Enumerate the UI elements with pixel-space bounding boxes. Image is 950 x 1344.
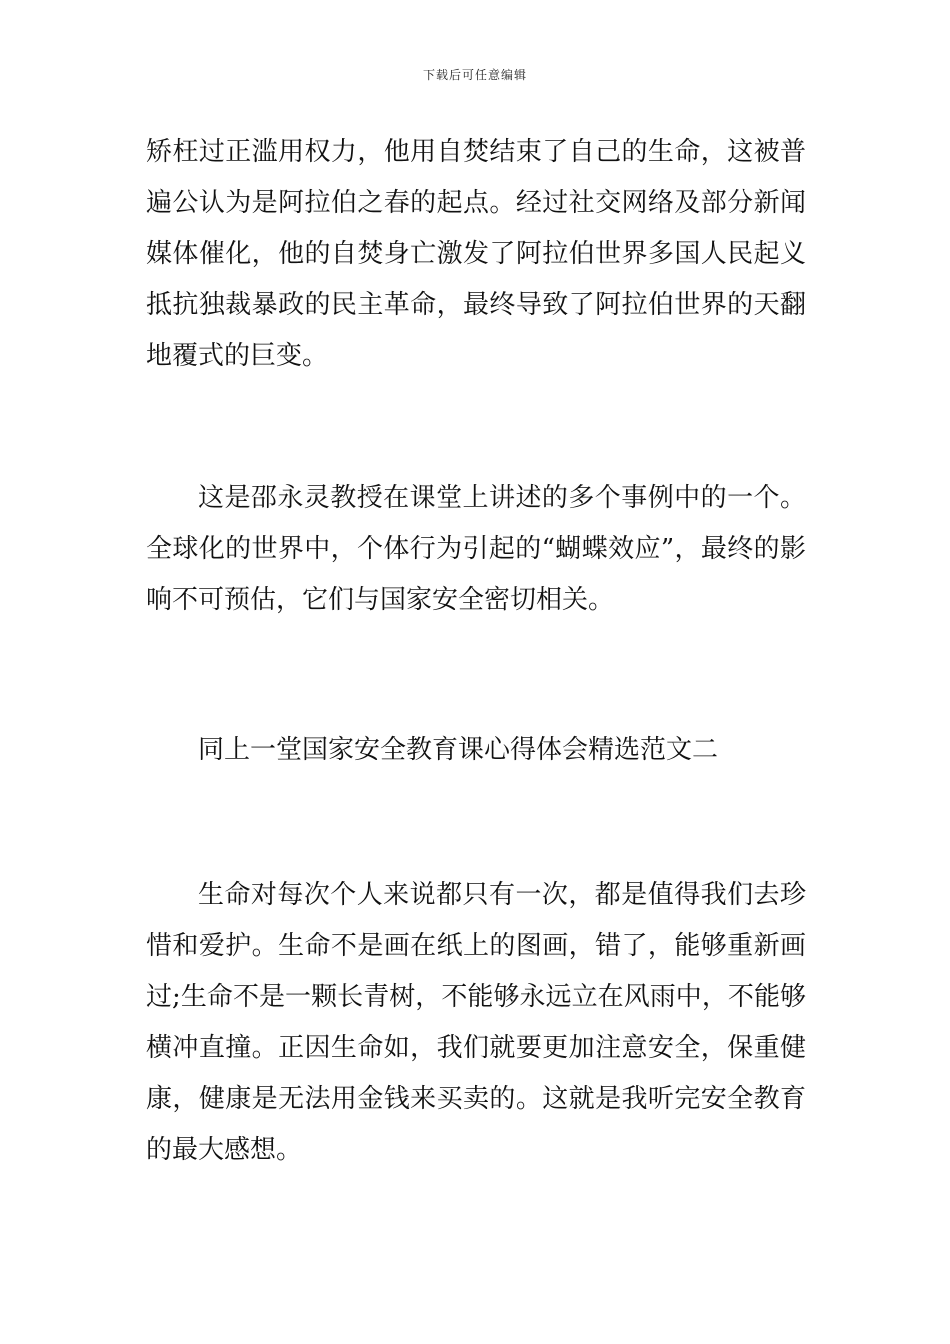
body-paragraph-2: 这是邵永灵教授在课堂上讲述的多个事例中的一个。全球化的世界中，个体行为引起的“蝴蝶效应”，最终的影响不可预估，它们与国家安全密切相关。: [146, 483, 806, 615]
body-paragraph-1: 矫枉过正滥用权力，他用自焚结束了自己的生命，这被普遍公认为是阿拉伯之春的起点。经过社交网络及部分新闻媒体催化，他的自焚身亡激发了阿拉伯世界多国人民起义抵抗独裁暴政的民主革命，最终导致了阿拉伯世界的天翻地覆式的巨变。: [146, 137, 806, 371]
body-paragraph-3: 生命对每次个人来说都只有一次，都是值得我们去珍惜和爱护。生命不是画在纸上的图画，错了，能够重新画过;生命不是一颗长青树，不能够永远立在风雨中，不能够横冲直撞。正因生命如，我们就要更加注意安全，保重健康，健康是无法用金钱来买卖的。这就是我听完安全教育的最大感想。: [146, 880, 806, 1165]
section-heading: 同上一堂国家安全教育课心得体会精选范文二: [198, 735, 719, 765]
page-header-note: 下载后可任意编辑: [422, 68, 527, 82]
